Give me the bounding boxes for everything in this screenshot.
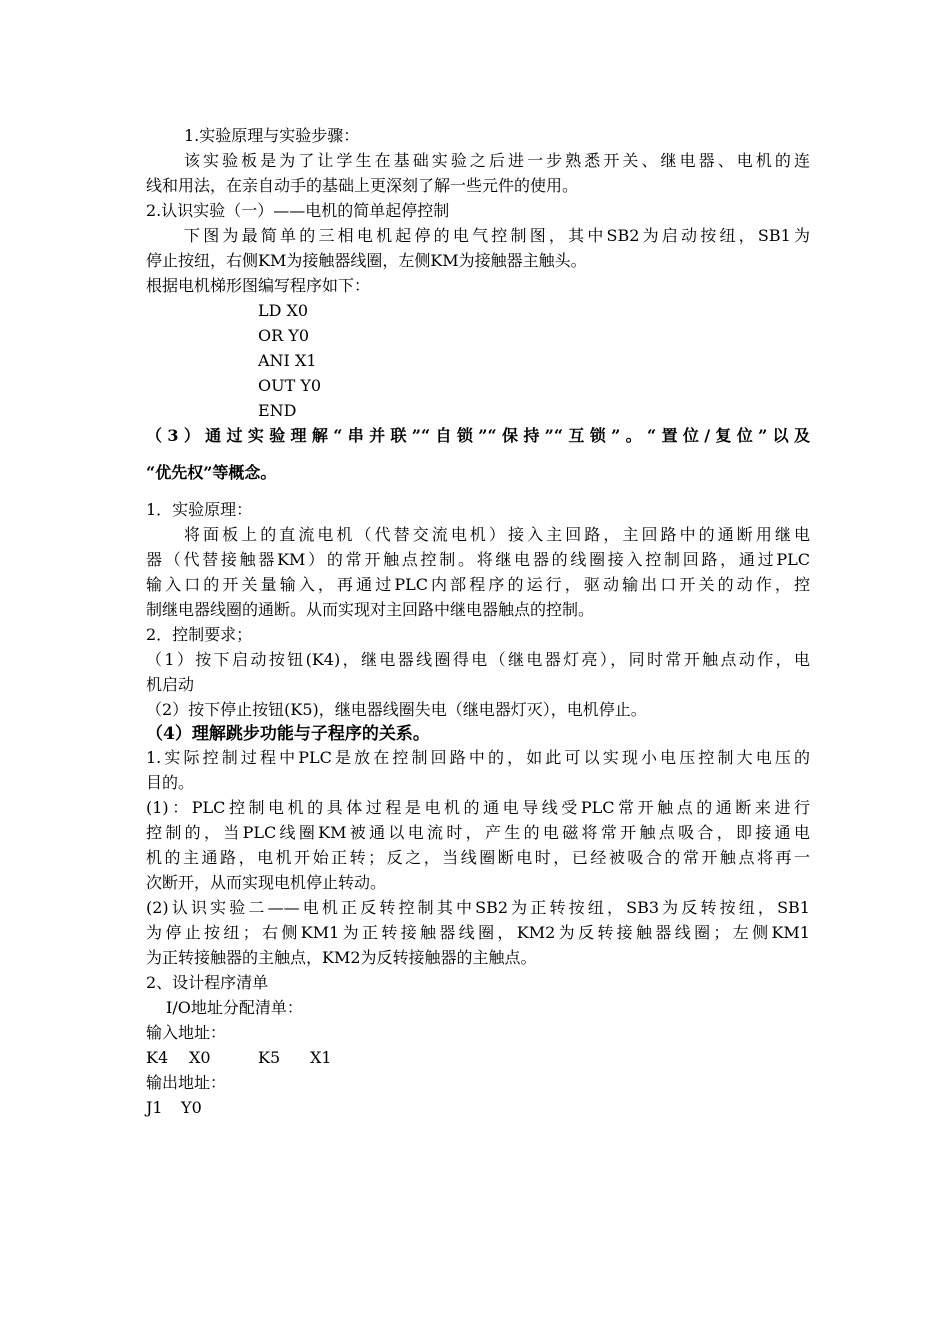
text-line: 1.实际控制过程中PLC是放在控制回路中的，如此可以实现小电压控制大电压的: [146, 748, 810, 767]
text-line: 2．控制要求；: [146, 625, 253, 644]
code-line: OR Y0: [258, 326, 309, 345]
text-line: 制继电器线圈的通断。从而实现对主回路中继电器触点的控制。: [146, 600, 595, 619]
text-line: 线和用法，在亲自动手的基础上更深刻了解一些元件的使用。: [146, 176, 579, 195]
text-line: 为正转接触器的主触点，KM2为反转接触器的主触点。: [146, 948, 537, 967]
code-line: END: [258, 401, 297, 420]
code-line: OUT Y0: [258, 376, 322, 395]
text-line: 输入口的开关量输入，再通过PLC内部程序的运行，驱动输出口开关的动作，控: [146, 575, 810, 594]
text-line: 目的。: [146, 773, 195, 792]
text-line: 控制的，当PLC线圈KM被通以电流时，产生的电磁将常开触点吸合，即接通电: [146, 823, 810, 842]
text-line: 根据电机梯形图编写程序如下：: [146, 276, 371, 295]
text-line: 下图为最简单的三相电机起停的电气控制图，其中SB2为启动按纽，SB1为: [184, 226, 810, 245]
text-line: 机启动: [146, 675, 195, 694]
address-cell: K4: [146, 1048, 169, 1067]
text-line: 机的主通路，电机开始正转；反之，当线圈断电时，已经被吸合的常开触点将再一: [146, 848, 810, 867]
text-line: （2）按下停止按钮(K5)，继电器线圈失电（继电器灯灭），电机停止。: [146, 700, 647, 719]
section-heading: 2.认识实验（一）——电机的简单起停控制: [146, 201, 450, 220]
section-heading-3: （3）通过实验理解“串并联”“自锁”“保持”“互锁”。“置位/复位”以及: [146, 426, 810, 445]
code-line: LD X0: [258, 301, 309, 320]
text-line: 次断开，从而实现电机停止转动。: [146, 873, 387, 892]
address-cell: K5: [258, 1048, 281, 1067]
text-line: 输出地址：: [146, 1073, 227, 1092]
text-line: I/O地址分配清单：: [166, 998, 303, 1017]
text-line: 器（代替接触器KM）的常开触点控制。将继电器的线圈接入控制回路，通过PLC: [146, 550, 810, 569]
section-heading-4: （4）理解跳步功能与子程序的关系。: [146, 724, 430, 744]
text-line: 将面板上的直流电机（代替交流电机）接入主回路，主回路中的通断用继电: [184, 525, 810, 544]
address-cell: Y0: [181, 1098, 202, 1117]
address-cell: X0: [189, 1048, 211, 1067]
address-cell: J1: [146, 1098, 163, 1117]
text-line: （1）按下启动按钮(K4)，继电器线圈得电（继电器灯亮），同时常开触点动作，电: [146, 650, 810, 669]
text-line: 该实验板是为了让学生在基础实验之后进一步熟悉开关、继电器、电机的连: [184, 151, 810, 170]
text-line: 输入地址：: [146, 1023, 227, 1042]
text-line: 1.实验原理与实验步骤：: [184, 126, 360, 145]
text-line: 停止按纽，右侧KM为接触器线圈，左侧KM为接触器主触头。: [146, 251, 587, 270]
code-line: ANI X1: [258, 351, 317, 370]
section-heading-3-cont: “优先权”等概念。: [146, 463, 277, 482]
text-line: 为停止按纽；右侧KM1为正转接触器线圈，KM2为反转接触器线圈；左侧KM1: [146, 923, 810, 942]
address-cell: X1: [310, 1048, 332, 1067]
text-line: 2、设计程序清单: [146, 973, 269, 992]
text-line: (2)认识实验二——电机正反转控制其中SB2为正转按纽，SB3为反转按纽，SB1: [146, 898, 810, 917]
text-line: (1)：PLC控制电机的具体过程是电机的通电导线受PLC常开触点的通断来进行: [146, 798, 810, 817]
text-line: 1．实验原理：: [146, 500, 253, 519]
